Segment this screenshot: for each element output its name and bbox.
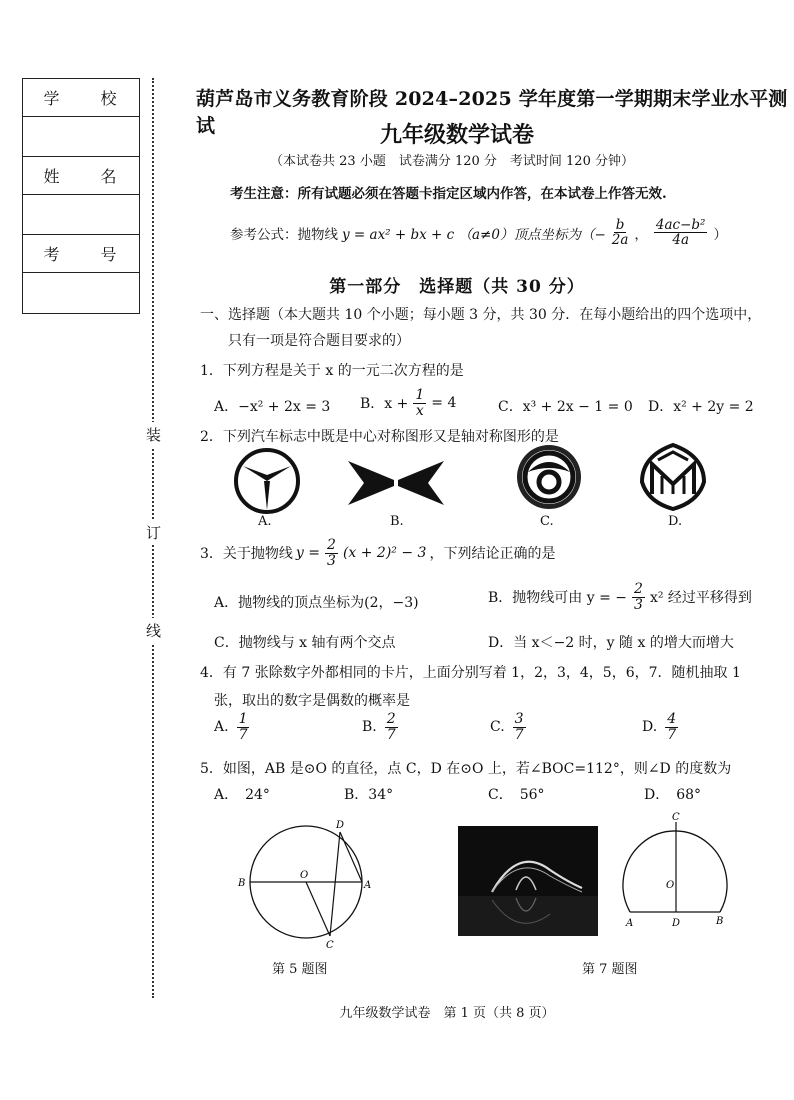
q2-label-d: D. — [668, 514, 683, 529]
figure-7-caption: 第 7 题图 — [582, 962, 638, 977]
q3-expr-pre: y = — [295, 545, 321, 562]
q1-b-post: = 4 — [431, 395, 457, 412]
exam-info: （本试卷共 23 小题 试卷满分 120 分 考试时间 120 分钟） — [270, 154, 634, 169]
q1-option-c: C．x³ + 2x − 1 = 0 — [498, 399, 633, 415]
q4-c-fraction — [513, 712, 526, 742]
q4-line1: 4．有 7 张除数字外都相同的卡片，上面分别写着 1，2，3，4，5，6，7．随机抽取 1 — [200, 665, 741, 681]
q1-stem: 1．下列方程是关于 x 的一元二次方程的是 — [200, 363, 464, 379]
q3-option-b — [488, 582, 752, 612]
fig5-label-a: A — [364, 880, 372, 891]
exam-title: 葫芦岛市义务教育阶段 2024–2025 学年度第一学期期末学业水平测试 — [196, 88, 788, 137]
q1-b-pre: B．x + — [360, 396, 409, 413]
formula-comma: ， — [634, 226, 648, 243]
formula-expr: y = ax² + bx + c （a≠0）顶点坐标为（− — [342, 226, 606, 243]
fig7-label-a: A — [626, 918, 634, 929]
q4-c-letter: C. — [490, 719, 505, 736]
q3-option-a: A．抛物线的顶点坐标为(2，−3) — [214, 595, 419, 611]
q4-option-d — [642, 712, 680, 742]
fraction-denominator: 4a — [672, 232, 690, 249]
name-field — [23, 195, 139, 235]
q1-option-b — [360, 388, 456, 418]
fig7-label-o: O — [666, 880, 675, 891]
exam-number-label: 考 号 — [23, 235, 139, 273]
q3-fraction — [325, 538, 338, 568]
fig7-label-d: D — [672, 918, 681, 929]
q5-option-b: B．34° — [344, 787, 394, 803]
name-label: 姓 名 — [23, 157, 139, 195]
section1-line2: 只有一项是符合题目要求的） — [228, 333, 410, 349]
part1-heading: 第一部分 选择题（共 30 分） — [329, 277, 585, 297]
fraction-numerator: 2 — [327, 537, 336, 553]
fraction-numerator: 2 — [634, 581, 643, 597]
q4-b-fraction — [385, 712, 398, 742]
fraction-numerator: 2 — [386, 711, 396, 727]
q3-option-c: C．抛物线与 x 轴有两个交点 — [214, 635, 396, 651]
q4-line2: 张，取出的数字是偶数的概率是 — [214, 693, 410, 709]
q3-b-post: x² 经过平移得到 — [649, 590, 752, 607]
fig7-label-c: C — [672, 812, 680, 823]
logo-a-icon — [228, 446, 306, 516]
fraction-numerator: 1 — [415, 387, 425, 403]
fig5-label-b: B — [238, 878, 246, 889]
q4-d-letter: D. — [642, 719, 658, 736]
logo-c-icon — [514, 442, 584, 512]
q5-option-a: A． 24° — [214, 787, 270, 803]
figure-7-arch-diagram — [616, 808, 746, 940]
q3-expr-post: (x + 2)² − 3 — [342, 545, 427, 562]
vertex-x-fraction — [612, 218, 629, 247]
q1-b-fraction — [413, 388, 426, 418]
fraction-denominator: x — [415, 402, 424, 419]
fraction-denominator: 7 — [514, 726, 524, 743]
figure-5-caption: 第 5 题图 — [272, 962, 328, 977]
q1-option-a: A．−x² + 2x = 3 — [214, 399, 331, 415]
q3-option-d: D．当 x＜−2 时，y 随 x 的增大而增大 — [488, 635, 734, 651]
q4-a-fraction — [237, 712, 250, 742]
q5-option-c: C． 56° — [488, 787, 545, 803]
fig5-label-o: O — [300, 870, 309, 881]
q3-stem-pre: 3．关于抛物线 — [200, 546, 293, 563]
formula-prefix: 参考公式：抛物线 — [230, 226, 338, 243]
q2-label-c: C. — [540, 514, 554, 529]
binding-char-1: 装 — [146, 422, 161, 447]
section1-line1: 一、选择题（本大题共 10 个小题；每小题 3 分，共 30 分．在每小题给出的四个选项中， — [200, 307, 762, 323]
paper-title: 九年级数学试卷 — [379, 122, 534, 148]
binding-char-2: 订 — [146, 520, 161, 545]
fraction-denominator: 3 — [634, 596, 643, 613]
fraction-denominator: 2a — [611, 232, 629, 249]
fraction-denominator: 3 — [327, 552, 336, 569]
q4-option-a — [214, 712, 251, 742]
logo-d-icon — [638, 442, 708, 512]
bridge-photo — [458, 826, 598, 936]
q5-stem: 5．如图，AB 是⊙O 的直径，点 C，D 在⊙O 上，若∠BOC=112°，则∠D 的度数为 — [200, 761, 732, 777]
q3-b-fraction — [632, 582, 645, 612]
q4-option-b — [362, 712, 400, 742]
fig5-label-c: C — [326, 940, 334, 950]
exam-notice: 考生注意：所有试题必须在答题卡指定区域内作答，在本试卷上作答无效. — [230, 186, 667, 202]
fraction-numerator: 4 — [667, 711, 677, 727]
q1-option-d: D．x² + 2y = 2 — [648, 399, 754, 415]
q3-b-pre: B．抛物线可由 y = − — [488, 590, 628, 607]
logo-b-icon — [346, 458, 446, 508]
binding-char-3: 线 — [146, 618, 161, 643]
fraction-denominator: 7 — [667, 726, 677, 743]
fraction-denominator: 7 — [238, 726, 248, 743]
fraction-denominator: 7 — [386, 726, 396, 743]
fraction-numerator: b — [615, 217, 625, 233]
vertex-y-fraction — [654, 218, 708, 247]
figure-5-circle-diagram — [236, 816, 386, 950]
fraction-numerator: 1 — [238, 711, 248, 727]
fraction-numerator: 3 — [514, 711, 524, 727]
q2-stem: 2．下列汽车标志中既是中心对称图形又是轴对称图形的是 — [200, 429, 559, 445]
page-footer: 九年级数学试卷 第 1 页（共 8 页） — [339, 1006, 555, 1021]
fraction-numerator: 4ac−b² — [655, 217, 706, 233]
q3-stem-post: ，下列结论正确的是 — [429, 546, 556, 563]
q2-label-b: B. — [390, 514, 404, 529]
q3-stem — [200, 538, 555, 568]
q4-b-letter: B. — [362, 719, 377, 736]
formula-close: ） — [713, 226, 727, 243]
q4-option-c — [490, 712, 528, 742]
fig7-label-b: B — [716, 916, 724, 927]
school-label: 学 校 — [23, 79, 139, 117]
q4-d-fraction — [665, 712, 678, 742]
reference-formula — [230, 218, 727, 247]
q2-label-a: A. — [258, 514, 272, 529]
q4-a-letter: A. — [214, 719, 229, 736]
fig5-label-d: D — [336, 820, 345, 831]
q5-option-d: D． 68° — [644, 787, 702, 803]
